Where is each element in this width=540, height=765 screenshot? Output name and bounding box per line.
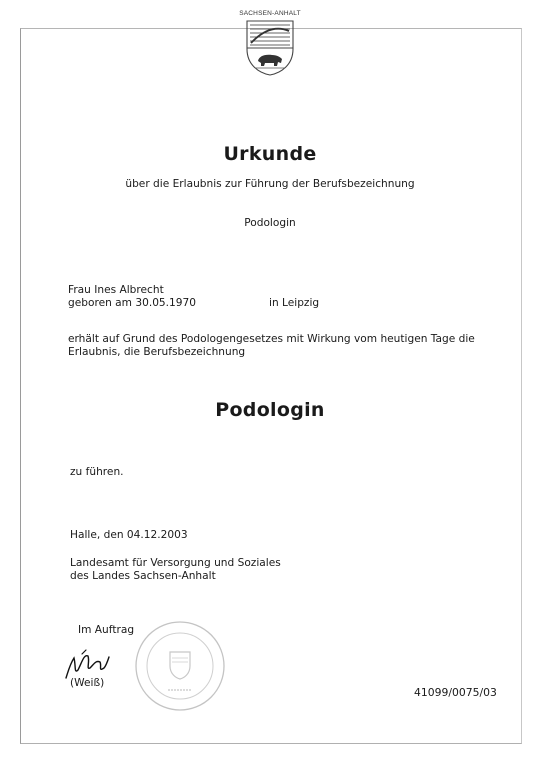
body-text-line-2: Erlaubnis, die Berufsbezeichnung [68,346,246,358]
document-title: Urkunde [223,143,317,165]
holder-name: Frau Ines Albrecht [68,284,164,296]
closing-text: zu führen. [70,466,124,478]
birth-date: geboren am 30.05.1970 [68,297,197,309]
birth-place: in Leipzig [269,297,320,309]
body-text-line-1: erhält auf Grund des Podologengesetzes mit Wirkung vom heutigen Tage die [68,333,475,345]
on-behalf-note: Im Auftrag [78,624,135,636]
state-crest [236,10,304,77]
page-border-frame [20,28,522,744]
crest-label: SACHSEN-ANHALT [239,10,301,17]
profession-heading: Podologin [244,217,296,229]
place-and-date: Halle, den 04.12.2003 [70,529,188,541]
signer-name: (Weiß) [70,677,105,689]
issuing-authority-line-2: des Landes Sachsen-Anhalt [70,570,216,582]
issuing-authority-line-1: Landesamt für Versorgung und Soziales [70,557,281,569]
official-seal-stamp [132,618,228,718]
coat-of-arms-icon [236,19,304,77]
reference-number: 41099/0075/03 [414,686,497,699]
document-subtitle: über die Erlaubnis zur Führung der Berufsbezeichnung [125,178,415,190]
profession-title: Podologin [215,399,325,421]
